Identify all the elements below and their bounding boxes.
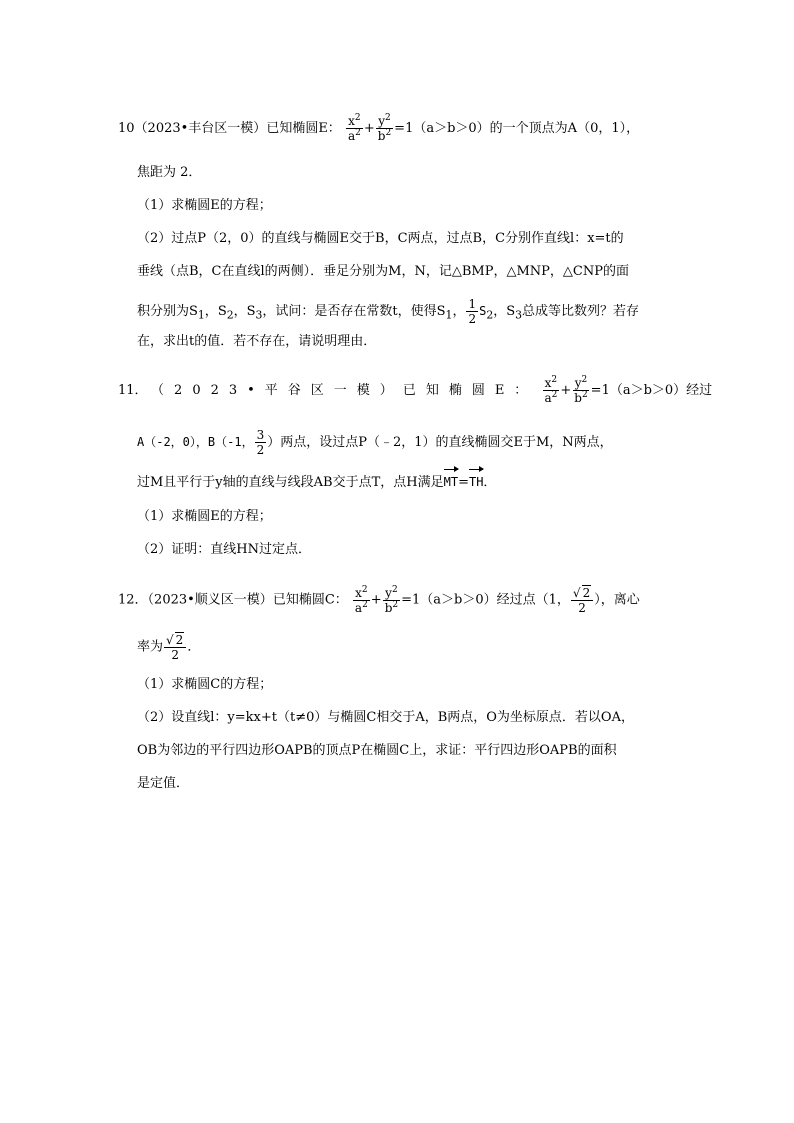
problem-10-part-1: （1）求椭圆E的方程； [137, 198, 272, 213]
problem-10-part-2-line-1: （2）过点P（2，0）的直线与椭圆E交于B，C两点，过点B，C分别作直线l：x=t的 [137, 231, 624, 246]
problem-12-part-2-line-3: 是定值． [137, 776, 190, 791]
vector-th: TH [469, 472, 483, 492]
problem-12-line-1: 12．（2023•顺义区一模）已知椭圆C： $\frac{x^2}{a^2}$ + $\frac{y^2}{b^2}$ =1（a＞b＞0）经过点（1， $\frac{√ 2}{2}$ ），离心 [118, 584, 640, 615]
fraction-root2-over-2: $\frac{√ 2}{2}$ [571, 585, 593, 615]
problem-number: 11 [118, 383, 135, 398]
problem-12-part-2-line-2: OB为邻边的平行四边形OAPB的顶点P在椭圆C上，求证：平行四边形OAPB的面积 [137, 743, 617, 758]
problem-12-part-2-line-1: （2）设直线l：y=kx+t（t≠0）与椭圆C相交于A，B两点，O为坐标原点．若以OA， [137, 710, 634, 725]
problem-10-part-2-line-2: 垂线（点B，C在直线l的两侧）．垂足分别为M，N，记△BMP，△MNP，△CNP的面 [137, 264, 629, 279]
problem-10-part-2-line-3: 积分别为$S_1$，$S_2$，$S_3$，试问：是否存在常数t，使得$S_1$， $\frac{1}{2}$ $S_2$，$S_3$总成等比数列？若存 [137, 297, 640, 326]
problem-source: ．（2023•平谷区一模） [134, 383, 403, 398]
problem-11-line-3: 过M且平行于y轴的直线与线段AB交于点T，点H满足MT=TH． [137, 472, 496, 493]
problem-10-line-1: 10（2023•丰台区一模）已知椭圆E： $\frac{x^2}{a^2}$ + $\frac{y^2}{b^2}$ =1（a＞b＞0）的一个顶点为A（0，1）， [118, 113, 640, 143]
problem-11-part-2: （2）证明：直线HN过定点． [137, 542, 311, 557]
problem-source: （2023•丰台区一模） [134, 121, 267, 136]
problem-11-part-1: （1）求椭圆E的方程； [137, 509, 272, 524]
fraction-three-halves: $\frac{3}{2}$ [256, 428, 265, 457]
problem-10-line-2: 焦距为 2． [137, 165, 202, 180]
problem-source: ．（2023•顺义区一模） [134, 592, 273, 608]
fraction-y2-b2: $\frac{y^2}{b^2}$ [377, 113, 392, 143]
fraction-one-half: $\frac{1}{2}$ [468, 297, 477, 326]
problem-10-part-2-line-4: 在，求出t的值．若不存在，请说明理由． [137, 334, 377, 349]
fraction-x2-a2: $\frac{x^2}{a^2}$ [354, 584, 368, 615]
fraction-y2-b2: $\frac{y^2}{b^2}$ [574, 375, 588, 405]
fraction-x2-a2: $\frac{x^2}{a^2}$ [544, 375, 558, 405]
fraction-x2-a2: $\frac{x^2}{a^2}$ [347, 113, 361, 143]
fraction-root2-over-2: $\frac{√ 2}{2}$ [164, 632, 186, 662]
vector-mt: MT [444, 472, 458, 492]
problem-12-part-1: （1）求椭圆C的方程； [137, 677, 273, 692]
problem-11-line-1: 11．（2023•平谷区一模）已知椭圆E： $\frac{x^2}{a^2}$ + $\frac{y^2}{b^2}$ =1（a＞b＞0）经过 [118, 375, 713, 405]
problem-number: 12 [118, 592, 135, 608]
problem-11-line-2: A（-2，0），B（-1， $\frac{3}{2}$ ）两点，设过点P（﹣2，1）的直线椭圆交E于M，N两点， [137, 428, 613, 457]
problem-12-line-2: 率为 $\frac{√ 2}{2}$ ． [137, 633, 201, 662]
problem-number: 10 [118, 121, 135, 136]
fraction-y2-b2: $\frac{y^2}{b^2}$ [384, 584, 399, 615]
